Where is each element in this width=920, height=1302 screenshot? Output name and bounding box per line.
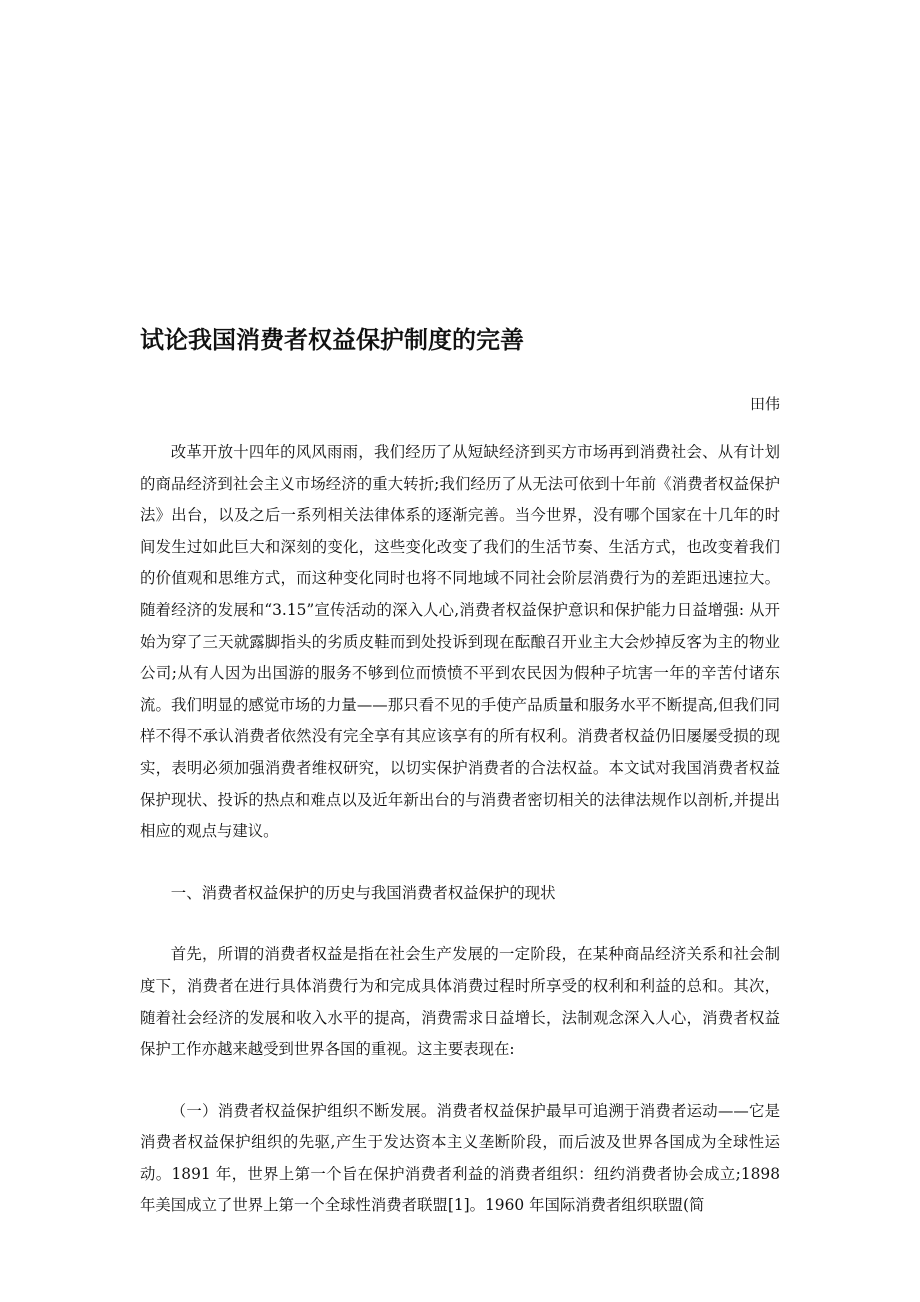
body-paragraph: 首先，所谓的消费者权益是指在社会生产发展的一定阶段，在某种商品经济关系和社会制度下，消费者在进行具体消费行为和完成具体消费过程时所享受的权利和利益的总和。其次，随着社会经济的发展和收入水平的提高，消费需求日益增长，法制观念深入人心，消费者权益保护工作亦越来越受到世界各国的重视。这主要表现在: — [140, 945, 780, 1059]
document-body — [140, 437, 780, 1222]
body-paragraph: （一）消费者权益保护组织不断发展。消费者权益保护最早可追溯于消费者运动——它是消费者权益保护组织的先驱,产生于发达资本主义垄断阶段，而后波及世界各国成为全球性运动。1891 年，世界上第一个旨在保护消费者利益的消费者组织：纽约消费者协会成立;1898 年美国成立了世界上第一个全球性消费者联盟[1]。1960 年国际消费者组织联盟(简 — [140, 1101, 780, 1215]
author-name: 田伟 — [749, 395, 780, 413]
document-title: 试论我国消费者权益保护制度的完善 — [140, 326, 524, 354]
intro-paragraph: 改革开放十四年的风风雨雨，我们经历了从短缺经济到买方市场再到消费社会、从有计划的商品经济到社会主义市场经济的重大转折;我们经历了从无法可依到十年前《消费者权益保护法》出台，以及之后一系列相关法律体系的逐渐完善。当今世界，没有哪个国家在十几年的时间发生过如此巨大和深刻的变化，这些变化改变了我们的生活节奏、生活方式，也改变着我们的价值观和思维方式，而这种变化同时也将不同地域不同社会阶层消费行为的差距迅速拉大。随着经济的发展和“3.15”宣传活动的深入人心,消费者权益保护意识和保护能力日益增强: 从开始为穿了三天就露脚指头的劣质皮鞋而到处投诉到现在酝酿召开业主大会炒掉反客为主的物业公司;从有人因为出国游的服务不够到位而愤愤不平到农民因为假种子坑害一年的辛苦付诸东流。我们明显的感觉市场的力量——那只看不见的手使产品质量和服务水平不断提高,但我们同样不得不承认消费者依然没有完全享有其应该享有的所有权利。消费者权益仍旧屡屡受损的现实，表明必须加强消费者维权研究，以切实保护消费者的合法权益。本文试对我国消费者权益保护现状、投诉的热点和难点以及近年新出台的与消费者密切相关的法律法规作以剖析,并提出相应的观点与建议。 — [140, 443, 780, 841]
section-heading: 一、消费者权益保护的历史与我国消费者权益保护的现状 — [170, 883, 556, 902]
